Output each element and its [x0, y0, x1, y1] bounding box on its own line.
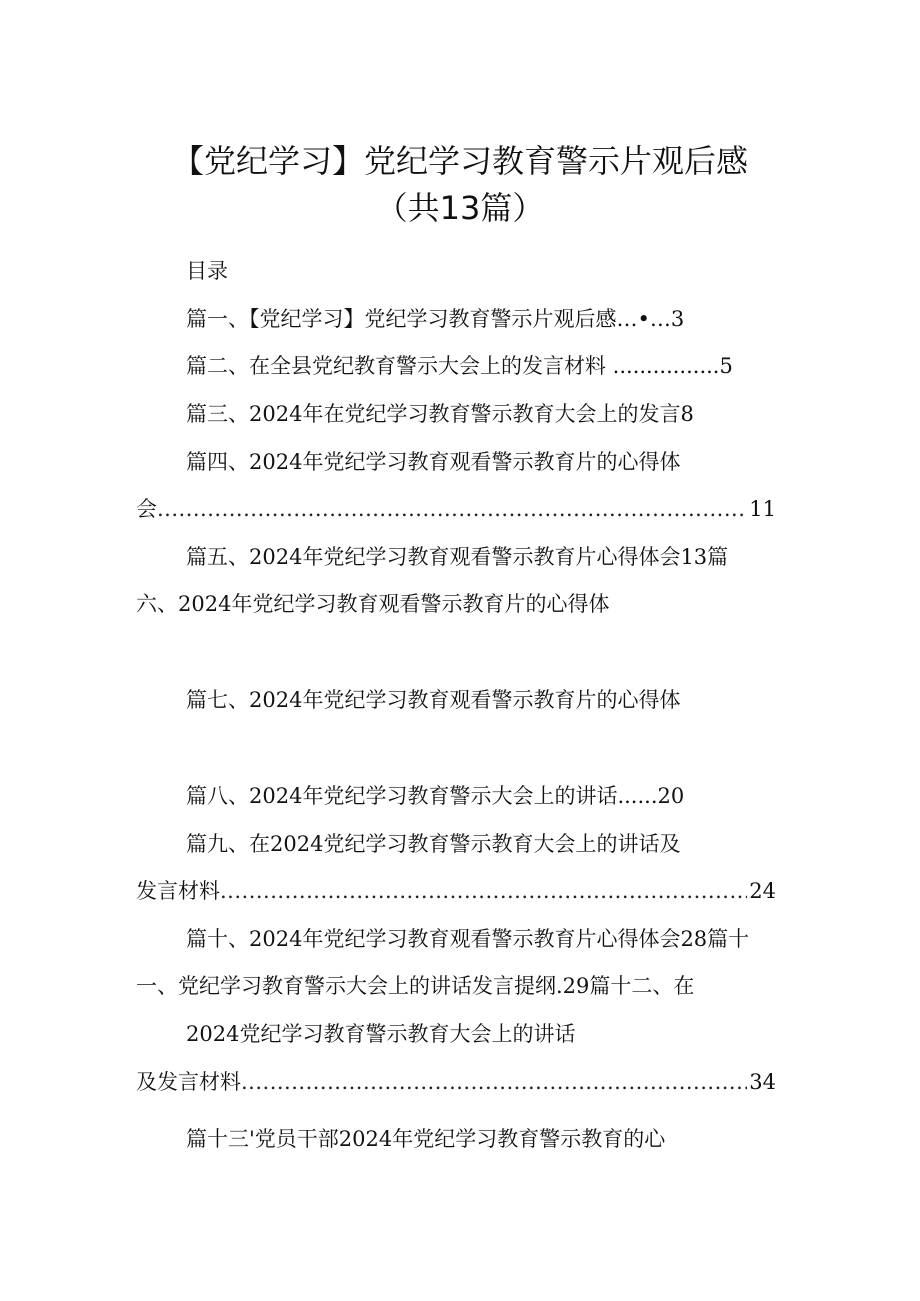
toc-entry-8: 篇八、2024年党纪学习教育警示大会上的讲话......20 [186, 784, 685, 808]
toc-leader-dots [220, 876, 747, 906]
toc-entry-9-continuation [136, 876, 776, 906]
toc-entry-5: 篇五、2024年党纪学习教育观看警示教育片心得体会13篇 [186, 545, 729, 569]
toc-entry-10: 篇十、2024年党纪学习教育观看警示教育片心得体会28篇十 [186, 927, 750, 951]
toc-entry-text: 及发言材料 [136, 1070, 241, 1094]
toc-entry-7: 篇七、2024年党纪学习教育观看警示教育片的心得体 [186, 688, 681, 712]
toc-entry-13: 篇十三'党员干部2024年党纪学习教育警示教育的心 [186, 1127, 666, 1151]
toc-entry-1: 篇一、【党纪学习】党纪学习教育警示片观后感…•…3 [186, 307, 685, 331]
toc-entry-11: 一、党纪学习教育警示大会上的讲话发言提纲.29篇十二、在 [136, 974, 695, 998]
toc-page-number: 34 [749, 1070, 776, 1094]
toc-entry-4-continuation [136, 494, 776, 524]
toc-page-number: 11 [749, 497, 776, 521]
toc-entry-text: 发言材料 [136, 879, 220, 903]
toc-entry-4: 篇四、2024年党纪学习教育观看警示教育片的心得体 [186, 450, 681, 474]
toc-entry-12: 2024党纪学习教育警示教育大会上的讲话 [186, 1022, 576, 1046]
document-title-line-1: 【党纪学习】党纪学习教育警示片观后感 [171, 142, 748, 180]
toc-entry-12-continuation [136, 1067, 776, 1097]
toc-leader-dots [157, 494, 747, 524]
toc-entry-9: 篇九、在2024党纪学习教育警示教育大会上的讲话及 [186, 832, 681, 856]
toc-entry-2: 篇二、在全县党纪教育警示大会上的发言材料 ................5 [186, 354, 733, 378]
toc-page-number: 24 [749, 879, 776, 903]
document-title-line-2: （共13篇） [375, 189, 545, 227]
toc-heading: 目录 [186, 259, 228, 283]
toc-entry-3: 篇三、2024年在党纪学习教育警示教育大会上的发言8 [186, 402, 694, 426]
toc-leader-dots [241, 1067, 747, 1097]
toc-entry-text: 会 [136, 497, 157, 521]
toc-entry-6: 六、2024年党纪学习教育观看警示教育片的心得体 [136, 592, 610, 616]
